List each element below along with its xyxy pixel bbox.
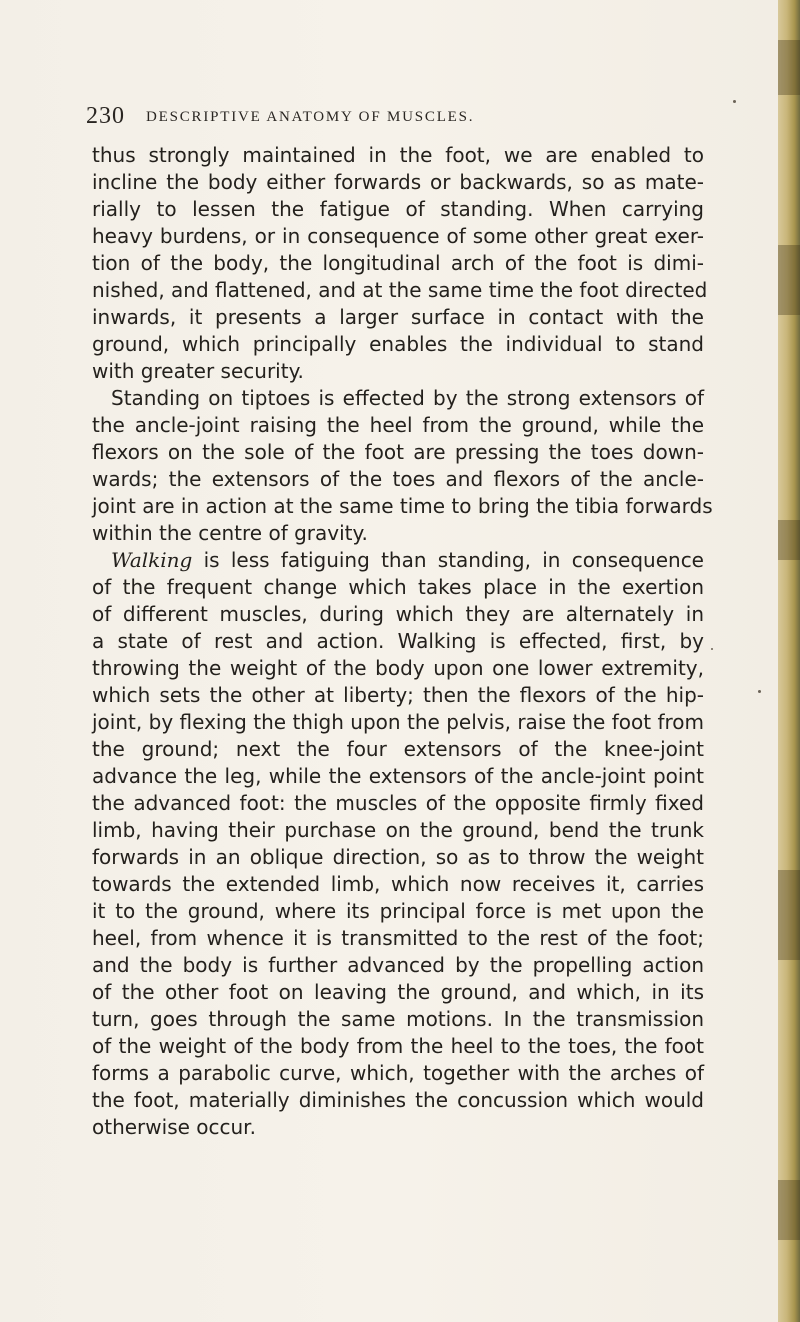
text-line: limb, having their purchase on the ground, bend the trunk [92, 818, 704, 842]
gutter-shadow [778, 1180, 800, 1240]
walking-term: Walking [111, 548, 193, 572]
gutter-shadow [778, 870, 800, 960]
text-line: of the other foot on leaving the ground, and which, in its [92, 980, 704, 1004]
text-line: of the weight of the body from the heel to the toes, the foot [92, 1034, 704, 1058]
text-line: rially to lessen the fatigue of standing. When carrying [92, 197, 704, 221]
text-line: throwing the weight of the body upon one lower extremity, [92, 656, 704, 680]
text-line: it to the ground, where its principal force is met upon the [92, 899, 704, 923]
text-line: otherwise occur. [92, 1115, 256, 1139]
gutter-shadow [778, 40, 800, 95]
text-line: ground, which principally enables the individual to stand [92, 332, 704, 356]
gutter-shadow [778, 520, 800, 560]
text-line: tion of the body, the longitudinal arch of the foot is dimi- [92, 251, 704, 275]
text-line: towards the extended limb, which now receives it, carries [92, 872, 704, 896]
text-line: the ground; next the four extensors of the knee-joint [92, 737, 704, 761]
text-line: flexors on the sole of the foot are pressing the toes down- [92, 440, 704, 464]
text-line: advance the leg, while the extensors of the ancle-joint point [92, 764, 704, 788]
paper-speck [758, 690, 761, 693]
paragraph-start [111, 548, 704, 574]
text-line: heel, from whence it is transmitted to the rest of the foot; [92, 926, 704, 950]
text-line: of the frequent change which takes place in the exertion [92, 575, 704, 599]
paragraph-start: Standing on tiptoes is effected by the strong extensors of [111, 386, 704, 410]
text-line: of different muscles, during which they are alternately in [92, 602, 704, 626]
text-line: heavy burdens, or in consequence of some other great exer- [92, 224, 704, 248]
text-line: joint, by flexing the thigh upon the pelvis, raise the foot from [92, 710, 704, 734]
header-title: DESCRIPTIVE ANATOMY OF MUSCLES. [146, 109, 475, 125]
paper-speck [711, 648, 713, 650]
text-line: with greater security. [92, 359, 304, 383]
paragraph-start-text: is less fatiguing than standing, in consequence [203, 548, 704, 572]
running-head [86, 103, 706, 129]
text-line: and the body is further advanced by the propelling action [92, 953, 704, 977]
text-line: which sets the other at liberty; then the flexors of the hip- [92, 683, 704, 707]
text-line: the foot, materially diminishes the concussion which would [92, 1088, 704, 1112]
text-line: a state of rest and action. Walking is effected, first, by [92, 629, 704, 653]
text-line: the advanced foot: the muscles of the opposite firmly fixed [92, 791, 704, 815]
text-line: within the centre of gravity. [92, 521, 368, 545]
page-number: 230 [86, 103, 125, 129]
text-line: thus strongly maintained in the foot, we are enabled to [92, 143, 704, 167]
text-line: turn, goes through the same motions. In the transmission [92, 1007, 704, 1031]
text-line: wards; the extensors of the toes and flexors of the ancle- [92, 467, 704, 491]
text-line: incline the body either forwards or backwards, so as mate- [92, 170, 704, 194]
text-line: forwards in an oblique direction, so as to throw the weight [92, 845, 704, 869]
gutter-shadow [778, 245, 800, 315]
text-line: joint are in action at the same time to bring the tibia forwards [92, 494, 713, 518]
text-line: inwards, it presents a larger surface in contact with the [92, 305, 704, 329]
text-line: forms a parabolic curve, which, together with the arches of [92, 1061, 704, 1085]
paper-speck [733, 100, 736, 103]
text-line: the ancle-joint raising the heel from the ground, while the [92, 413, 704, 437]
book-gutter-edge [778, 0, 800, 1322]
text-line: nished, and flattened, and at the same time the foot directed [92, 278, 708, 302]
